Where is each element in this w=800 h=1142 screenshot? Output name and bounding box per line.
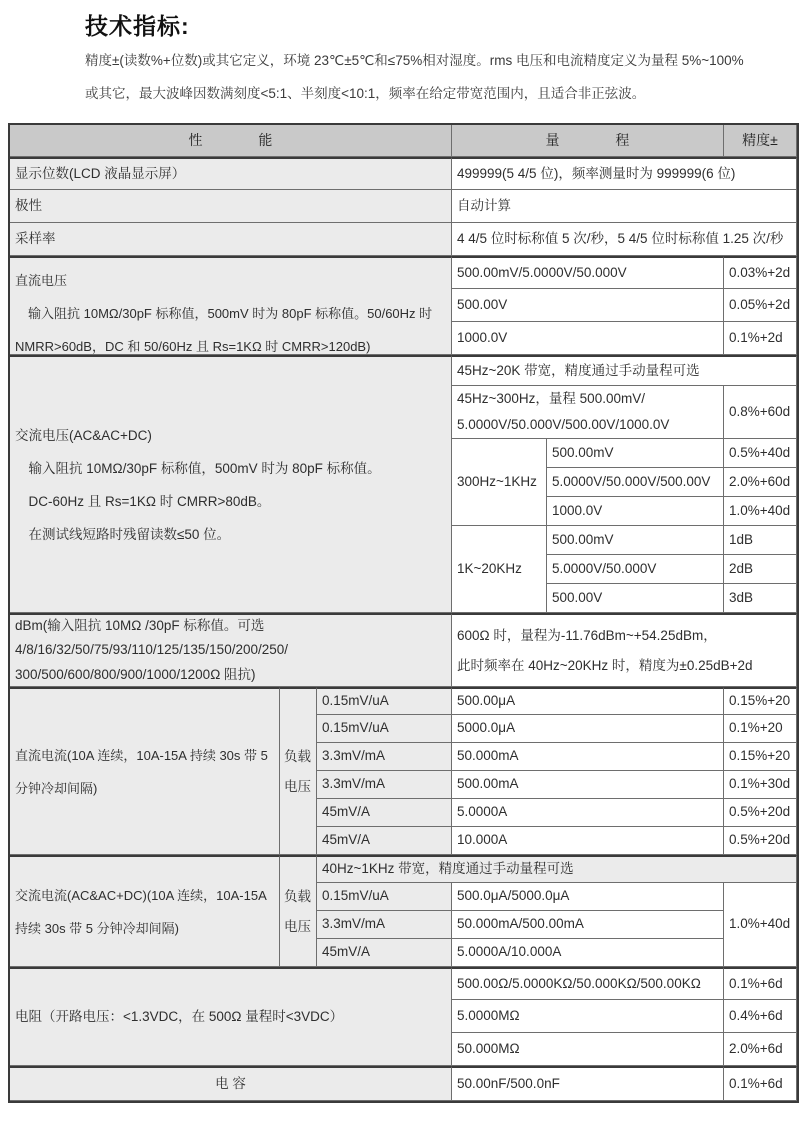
dci-shunt-2: 0.15mV/uA xyxy=(317,715,452,743)
col-header-accuracy: 精度± xyxy=(724,125,797,157)
acv-midfreq-band: 300Hz~1KHz xyxy=(452,439,547,526)
acv-lowfreq-acc: 0.8%+60d xyxy=(724,386,797,439)
acv-highfreq-acc-3: 3dB xyxy=(724,584,797,613)
dci-acc-2: 0.1%+20 xyxy=(724,715,797,743)
dci-shunt-3: 3.3mV/mA xyxy=(317,743,452,771)
resistance-range-1: 500.00Ω/5.0000KΩ/50.000KΩ/500.00KΩ xyxy=(452,967,724,1000)
intro-paragraph xyxy=(85,44,797,110)
aci-range-3: 5.0000A/10.000A xyxy=(452,939,724,967)
dbm-label-line: 300/500/600/800/900/1000/1200Ω 阻抗) xyxy=(15,666,256,682)
dcv-acc-1: 0.03%+2d xyxy=(724,256,797,289)
resistance-acc-2: 0.4%+6d xyxy=(724,1000,797,1033)
acv-label xyxy=(10,355,452,613)
dci-range-4: 500.00mA xyxy=(452,771,724,799)
dci-range-2: 5000.0μA xyxy=(452,715,724,743)
acv-label-line: 在测试线短路时残留读数≤50 位。 xyxy=(15,526,231,542)
dcv-range-1: 500.00mV/5.0000V/50.000V xyxy=(452,256,724,289)
spec-table xyxy=(8,123,799,1103)
dci-label xyxy=(10,687,280,855)
dci-load-voltage xyxy=(280,687,317,855)
dci-acc-4: 0.1%+30d xyxy=(724,771,797,799)
capacitance-range: 50.00nF/500.0nF xyxy=(452,1066,724,1101)
acv-lowfreq-range-line: 45Hz~300Hz，量程 500.00mV/ xyxy=(457,391,645,406)
acv-highfreq-range-1: 500.00mV xyxy=(547,526,724,555)
polarity-label: 极性 xyxy=(10,190,452,223)
resistance-acc-1: 0.1%+6d xyxy=(724,967,797,1000)
acv-bandwidth: 45Hz~20K 带宽，精度通过手动量程可选 xyxy=(452,355,797,386)
capacitance-label: 电 容 xyxy=(10,1066,452,1101)
dci-shunt-5: 45mV/A xyxy=(317,799,452,827)
aci-label xyxy=(10,855,280,967)
aci-load-voltage xyxy=(280,855,317,967)
aci-acc: 1.0%+40d xyxy=(724,883,797,967)
col-header-range: 量 程 xyxy=(452,125,724,157)
acv-label-line: DC-60Hz 且 Rs=1KΩ 时 CMRR>80dB。 xyxy=(15,493,271,509)
acv-midfreq-range-1: 500.00mV xyxy=(547,439,724,468)
sample-rate-label: 采样率 xyxy=(10,223,452,256)
aci-load-line: 电压 xyxy=(284,918,311,934)
acv-midfreq-range-2: 5.0000V/50.000V/500.00V xyxy=(547,468,724,497)
aci-range-2: 50.000mA/500.00mA xyxy=(452,911,724,939)
dci-load-line: 电压 xyxy=(284,778,311,794)
acv-lowfreq-range-line: 5.0000V/50.000V/500.00V/1000.0V xyxy=(457,417,670,432)
resistance-label: 电阻（开路电压：<1.3VDC，在 500Ω 量程时<3VDC） xyxy=(10,967,452,1066)
intro-line-1: 精度±(读数%+位数)或其它定义，环境 23℃±5℃和≤75%相对湿度。rms 电压和电流精度定义为量程 5%~100% xyxy=(85,53,744,68)
display-digits-label: 显示位数(LCD 液晶显示屏） xyxy=(10,157,452,190)
acv-highfreq-band: 1K~20KHz xyxy=(452,526,547,613)
dci-acc-1: 0.15%+20 xyxy=(724,687,797,715)
aci-load-line: 负载 xyxy=(284,888,311,904)
dcv-label-line: NMRR>60dB，DC 和 50/60Hz 且 Rs=1KΩ 时 CMRR>120dB) xyxy=(15,339,371,354)
acv-midfreq-range-3: 1000.0V xyxy=(547,497,724,526)
col-header-performance: 性 能 xyxy=(10,125,452,157)
acv-highfreq-acc-1: 1dB xyxy=(724,526,797,555)
dcv-range-2: 500.00V xyxy=(452,289,724,322)
aci-label-line: 持续 30s 带 5 分钟冷却间隔) xyxy=(15,920,179,936)
dci-acc-6: 0.5%+20d xyxy=(724,827,797,855)
dci-range-5: 5.0000A xyxy=(452,799,724,827)
page-title: 技术指标: xyxy=(85,13,190,39)
aci-shunt-3: 45mV/A xyxy=(317,939,452,967)
intro-line-2: 或其它，最大波峰因数满刻度<5:1、半刻度<10:1，频率在给定带宽范围内，且适合非正弦波。 xyxy=(85,86,646,101)
dbm-value xyxy=(452,613,797,687)
sample-rate-value: 4 4/5 位时标称值 5 次/秒，5 4/5 位时标称值 1.25 次/秒 xyxy=(452,223,797,256)
acv-midfreq-acc-3: 1.0%+40d xyxy=(724,497,797,526)
dcv-acc-3: 0.1%+2d xyxy=(724,322,797,355)
dci-shunt-4: 3.3mV/mA xyxy=(317,771,452,799)
dcv-label-line: 直流电压 xyxy=(15,273,68,288)
acv-highfreq-acc-2: 2dB xyxy=(724,555,797,584)
aci-bandwidth: 40Hz~1KHz 带宽，精度通过手动量程可选 xyxy=(317,855,797,883)
display-digits-value: 499999(5 4/5 位)，频率测量时为 999999(6 位) xyxy=(452,157,797,190)
dbm-value-line: 此时频率在 40Hz~20KHz 时，精度为±0.25dB+2d xyxy=(457,657,753,673)
dcv-label xyxy=(10,256,452,355)
dbm-label-line: dBm(输入阻抗 10MΩ /30pF 标称值。可选 xyxy=(15,617,265,633)
acv-highfreq-range-2: 5.0000V/50.000V xyxy=(547,555,724,584)
dcv-acc-2: 0.05%+2d xyxy=(724,289,797,322)
acv-midfreq-acc-2: 2.0%+60d xyxy=(724,468,797,497)
dcv-label-line: 输入阻抗 10MΩ/30pF 标称值，500mV 时为 80pF 标称值。50/60Hz 时 xyxy=(15,306,433,321)
dci-shunt-6: 45mV/A xyxy=(317,827,452,855)
aci-shunt-2: 3.3mV/mA xyxy=(317,911,452,939)
dbm-label-line: 4/8/16/32/50/75/93/110/125/135/150/200/250/ xyxy=(15,642,288,658)
dci-range-6: 10.000A xyxy=(452,827,724,855)
dci-acc-5: 0.5%+20d xyxy=(724,799,797,827)
acv-label-line: 交流电压(AC&AC+DC) xyxy=(15,427,152,443)
dci-label-line: 直流电流(10A 连续，10A-15A 持续 30s 带 5 xyxy=(15,747,268,763)
acv-label-line: 输入阻抗 10MΩ/30pF 标称值，500mV 时为 80pF 标称值。 xyxy=(15,460,381,476)
dcv-range-3: 1000.0V xyxy=(452,322,724,355)
acv-midfreq-acc-1: 0.5%+40d xyxy=(724,439,797,468)
dbm-value-line: 600Ω 时，量程为-11.76dBm~+54.25dBm， xyxy=(457,627,717,643)
dci-range-1: 500.00μA xyxy=(452,687,724,715)
dci-shunt-1: 0.15mV/uA xyxy=(317,687,452,715)
aci-range-1: 500.0μA/5000.0μA xyxy=(452,883,724,911)
acv-highfreq-range-3: 500.00V xyxy=(547,584,724,613)
capacitance-acc: 0.1%+6d xyxy=(724,1066,797,1101)
resistance-range-2: 5.0000MΩ xyxy=(452,1000,724,1033)
resistance-acc-3: 2.0%+6d xyxy=(724,1033,797,1066)
aci-label-line: 交流电流(AC&AC+DC)(10A 连续，10A-15A xyxy=(15,887,267,903)
acv-lowfreq-range xyxy=(452,386,724,439)
dbm-label xyxy=(10,613,452,687)
dci-load-line: 负载 xyxy=(284,748,311,764)
dci-acc-3: 0.15%+20 xyxy=(724,743,797,771)
resistance-range-3: 50.000MΩ xyxy=(452,1033,724,1066)
dci-label-line: 分钟冷却间隔) xyxy=(15,780,98,796)
aci-shunt-1: 0.15mV/uA xyxy=(317,883,452,911)
dci-range-3: 50.000mA xyxy=(452,743,724,771)
polarity-value: 自动计算 xyxy=(452,190,797,223)
